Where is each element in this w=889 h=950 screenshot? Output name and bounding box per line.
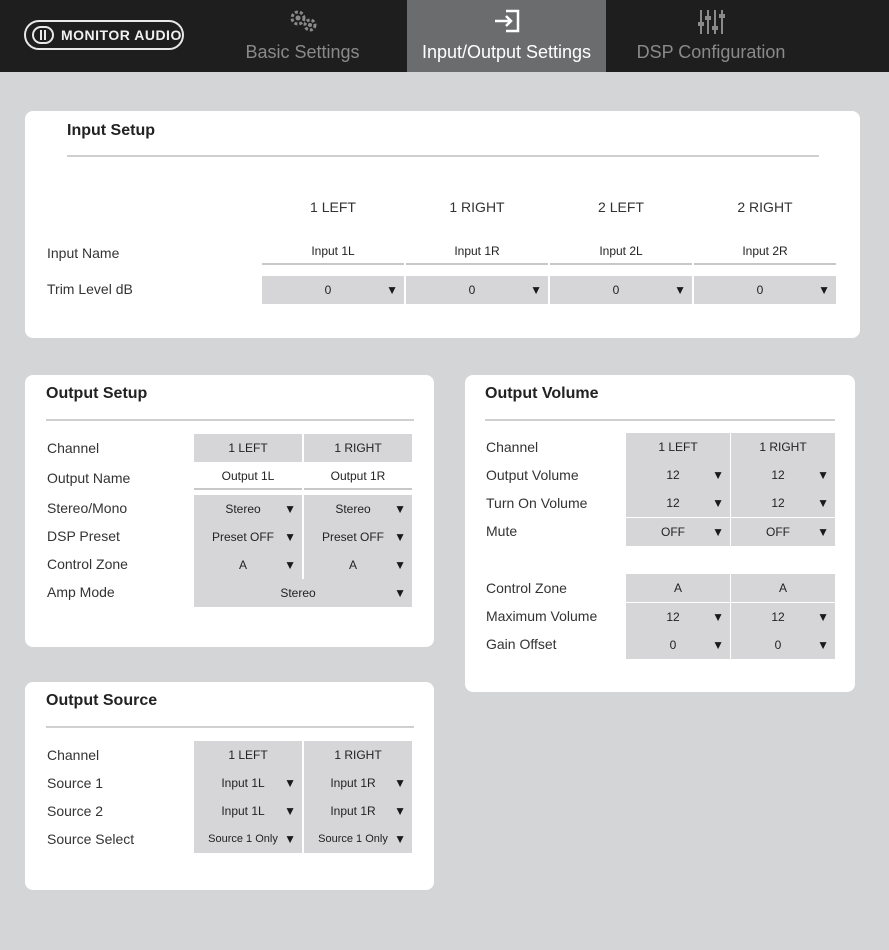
trim-level-select[interactable]: 0 ▼ (406, 276, 548, 304)
dropdown-arrow-icon: ▼ (394, 804, 406, 818)
dropdown-arrow-icon: ▼ (712, 610, 724, 624)
maximum-volume-select[interactable]: 12 ▼ (731, 603, 835, 631)
dropdown-arrow-icon: ▼ (712, 525, 724, 539)
output-setup-title: Output Setup (46, 385, 148, 402)
turn-on-volume-label: Turn On Volume (486, 495, 588, 511)
source-1-select[interactable]: Input 1R ▼ (304, 769, 412, 797)
output-setup-divider (46, 419, 414, 421)
trim-level-select[interactable]: 0 ▼ (262, 276, 404, 304)
dropdown-arrow-icon: ▼ (817, 638, 829, 652)
channel-label: Channel (486, 439, 539, 455)
output-source-title: Output Source (46, 692, 158, 709)
maximum-volume-select[interactable]: 12 ▼ (626, 603, 730, 631)
dropdown-arrow-icon: ▼ (284, 832, 296, 846)
output-volume-panel (465, 375, 855, 692)
mute-select[interactable]: OFF ▼ (626, 518, 730, 546)
source-2-label: Source 2 (47, 803, 104, 819)
channel-header-1-right: 1 RIGHT (304, 434, 412, 462)
tab-input-output-settings-label: Input/Output Settings (421, 42, 592, 62)
dropdown-arrow-icon: ▼ (394, 502, 406, 516)
control-zone-label: Control Zone (47, 556, 128, 572)
dropdown-arrow-icon: ▼ (394, 776, 406, 790)
control-zone-select[interactable]: A ▼ (194, 551, 302, 579)
dropdown-arrow-icon: ▼ (284, 530, 296, 544)
output-setup-panel (25, 375, 434, 647)
source-2-select[interactable]: Input 1R ▼ (304, 797, 412, 825)
input-setup-title: Input Setup (67, 122, 155, 139)
source-1-label: Source 1 (47, 775, 104, 791)
control-zone-select[interactable]: A ▼ (304, 551, 412, 579)
dropdown-arrow-icon: ▼ (818, 283, 830, 297)
channel-label: Channel (47, 440, 100, 456)
output-name-label: Output Name (47, 470, 131, 486)
input-col-2-left: 2 LEFT (598, 199, 644, 215)
source-2-select[interactable]: Input 1L ▼ (194, 797, 302, 825)
input-col-1-left: 1 LEFT (310, 199, 356, 215)
output-source-panel (25, 682, 434, 890)
sliders-icon (606, 8, 816, 36)
logo-mark-icon (32, 26, 54, 44)
amp-mode-label: Amp Mode (47, 584, 115, 600)
gain-offset-select[interactable]: 0 ▼ (731, 631, 835, 659)
amp-mode-select[interactable]: Stereo ▼ (194, 579, 412, 607)
dropdown-arrow-icon: ▼ (386, 283, 398, 297)
maximum-volume-label: Maximum Volume (486, 608, 598, 624)
input-col-1-right: 1 RIGHT (449, 199, 505, 215)
dropdown-arrow-icon: ▼ (284, 558, 296, 572)
mute-select[interactable]: OFF ▼ (731, 518, 835, 546)
dropdown-arrow-icon: ▼ (712, 496, 724, 510)
trim-level-label: Trim Level dB (47, 281, 133, 297)
mute-label: Mute (486, 523, 518, 539)
dropdown-arrow-icon: ▼ (817, 468, 829, 482)
source-select-select[interactable]: Source 1 Only ▼ (304, 825, 412, 853)
dropdown-arrow-icon: ▼ (284, 804, 296, 818)
channel-header-1-right: 1 RIGHT (304, 741, 412, 769)
output-source-divider (46, 726, 414, 728)
tab-dsp-configuration-label: DSP Configuration (636, 42, 786, 62)
channel-header-1-left: 1 LEFT (626, 433, 730, 461)
monitor-audio-logo (24, 20, 184, 50)
dropdown-arrow-icon: ▼ (394, 832, 406, 846)
input-name-field[interactable]: Input 2R (694, 239, 836, 265)
dsp-preset-select[interactable]: Preset OFF ▼ (304, 523, 412, 551)
input-name-field[interactable]: Input 2L (550, 239, 692, 265)
input-arrow-icon (407, 8, 606, 36)
top-nav-bar (0, 0, 889, 72)
dropdown-arrow-icon: ▼ (284, 502, 296, 516)
input-setup-panel (25, 111, 860, 338)
dropdown-arrow-icon: ▼ (394, 530, 406, 544)
input-setup-divider (67, 155, 819, 157)
dropdown-arrow-icon: ▼ (817, 496, 829, 510)
channel-label: Channel (47, 747, 100, 763)
dsp-preset-select[interactable]: Preset OFF ▼ (194, 523, 302, 551)
channel-header-1-left: 1 LEFT (194, 434, 302, 462)
turn-on-volume-select[interactable]: 12 ▼ (626, 489, 730, 517)
dropdown-arrow-icon: ▼ (712, 468, 724, 482)
output-volume-label: Output Volume (486, 467, 579, 483)
tab-input-output-settings[interactable] (407, 0, 606, 72)
stereo-mono-select[interactable]: Stereo ▼ (194, 495, 302, 523)
dropdown-arrow-icon: ▼ (712, 638, 724, 652)
brand-name: MONITOR AUDIO (61, 27, 182, 43)
output-volume-divider (485, 419, 835, 421)
input-col-2-right: 2 RIGHT (737, 199, 793, 215)
output-volume-select[interactable]: 12 ▼ (626, 461, 730, 489)
output-name-field[interactable]: Output 1L (194, 464, 302, 490)
dropdown-arrow-icon: ▼ (394, 558, 406, 572)
input-name-label: Input Name (47, 245, 120, 261)
dropdown-arrow-icon: ▼ (817, 610, 829, 624)
dropdown-arrow-icon: ▼ (284, 776, 296, 790)
stereo-mono-select[interactable]: Stereo ▼ (304, 495, 412, 523)
control-zone-value: A (731, 574, 835, 602)
stereo-mono-label: Stereo/Mono (47, 500, 128, 516)
dropdown-arrow-icon: ▼ (530, 283, 542, 297)
source-select-label: Source Select (47, 831, 135, 847)
tab-basic-settings-label: Basic Settings (245, 42, 360, 62)
gears-icon (200, 8, 405, 36)
channel-header-1-right: 1 RIGHT (731, 433, 835, 461)
channel-header-1-left: 1 LEFT (194, 741, 302, 769)
dsp-preset-label: DSP Preset (47, 528, 120, 544)
dropdown-arrow-icon: ▼ (674, 283, 686, 297)
tab-dsp-configuration[interactable] (606, 0, 816, 72)
gain-offset-label: Gain Offset (486, 636, 557, 652)
output-volume-select[interactable]: 12 ▼ (731, 461, 835, 489)
dropdown-arrow-icon: ▼ (817, 525, 829, 539)
turn-on-volume-select[interactable]: 12 ▼ (731, 489, 835, 517)
dropdown-arrow-icon: ▼ (394, 586, 406, 600)
control-zone-label: Control Zone (486, 580, 567, 596)
tab-basic-settings[interactable] (200, 0, 405, 72)
input-name-field[interactable]: Input 1L (262, 239, 404, 265)
output-volume-title: Output Volume (485, 385, 599, 402)
gain-offset-select[interactable]: 0 ▼ (626, 631, 730, 659)
source-select-select[interactable]: Source 1 Only ▼ (194, 825, 302, 853)
output-name-field[interactable]: Output 1R (304, 464, 412, 490)
source-1-select[interactable]: Input 1L ▼ (194, 769, 302, 797)
control-zone-value: A (626, 574, 730, 602)
trim-level-select[interactable]: 0 ▼ (694, 276, 836, 304)
input-name-field[interactable]: Input 1R (406, 239, 548, 265)
trim-level-select[interactable]: 0 ▼ (550, 276, 692, 304)
